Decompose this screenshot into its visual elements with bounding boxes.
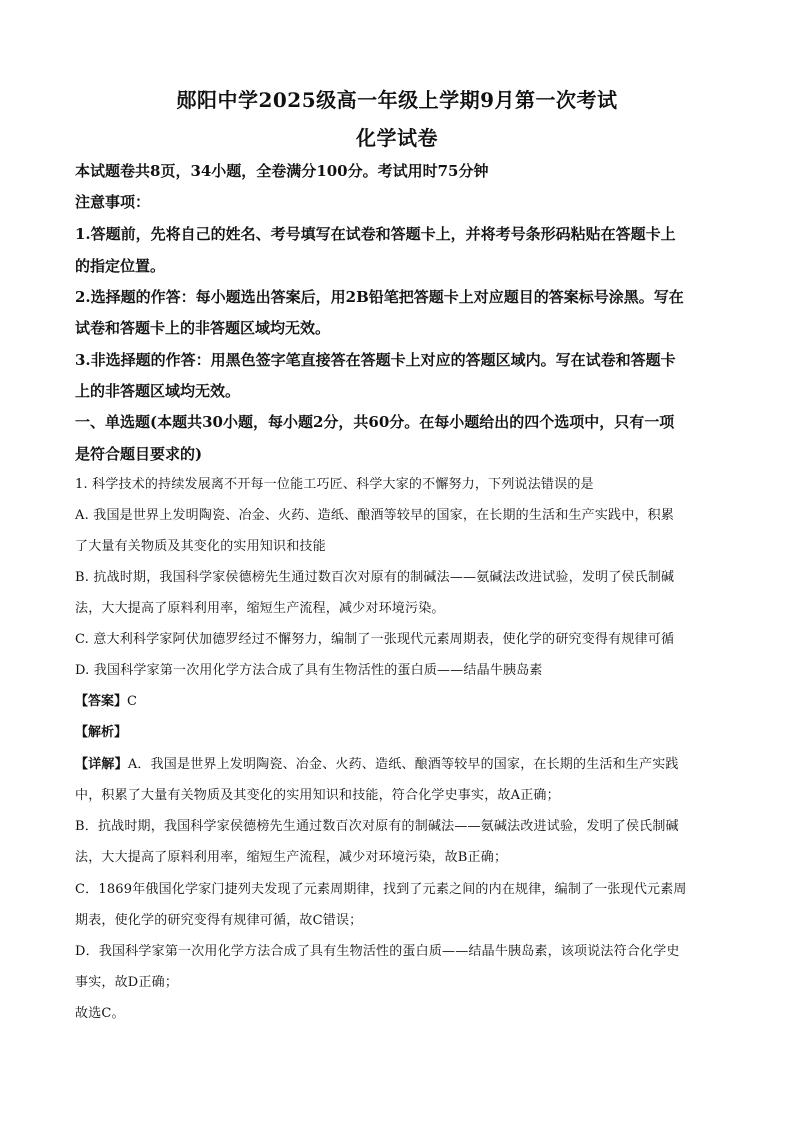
detail-c-line-2: 期表，使化学的研究变得有规律可循，故C错误； <box>75 913 363 928</box>
note-2-line-2: 试卷和答题卡上的非答题区域均无效。 <box>75 319 331 337</box>
notes-heading: 注意事项： <box>75 193 151 211</box>
detail-d-line-2: 事实，故D正确； <box>75 975 179 990</box>
conclusion: 故选C。 <box>75 1006 125 1021</box>
section-heading-line-2: 是符合题目要求的) <box>75 445 203 463</box>
detail-b-line-1: B．抗战时期，我国科学家侯德榜先生通过数百次对原有的制碱法——氨碱法改进试验，发明了侯氏制碱 <box>75 819 679 834</box>
option-c: C. 意大利科学家阿伏加德罗经过不懈努力，编制了一张现代元素周期表，使化学的研究变得有规律可循 <box>75 632 675 647</box>
note-2-line-1: 2.选择题的作答：每小题选出答案后，用2B铅笔把答题卡上对应题目的答案标号涂黑。写在 <box>75 288 684 306</box>
detail-a-line-1 <box>75 755 730 775</box>
note-1-line-2: 的指定位置。 <box>75 257 166 275</box>
answer-value: C <box>127 694 137 709</box>
option-b-line-2: 法，大大提高了原料利用率，缩短生产流程，减少对环境污染。 <box>75 601 445 616</box>
option-a-line-2: 了大量有关物质及其变化的实用知识和技能 <box>75 539 326 554</box>
detail-label: 【详解】 <box>75 757 128 772</box>
analysis-label: 【解析】 <box>75 725 128 740</box>
question-1-stem: 1. 科学技术的持续发展离不开每一位能工巧匠、科学大家的不懈努力，下列说法错误的是 <box>75 477 594 492</box>
answer-row <box>75 692 730 712</box>
exam-subtitle: 化学试卷 <box>356 126 438 150</box>
exam-title: 郧阳中学2025级高一年级上学期9月第一次考试 <box>176 88 618 112</box>
note-3-line-2: 上的非答题区域均无效。 <box>75 382 241 400</box>
option-b-line-1: B. 抗战时期，我国科学家侯德榜先生通过数百次对原有的制碱法——氨碱法改进试验，发明了侯氏制碱 <box>75 570 675 585</box>
section-heading-line-1: 一、单选题(本题共30小题，每小题2分，共60分。在每小题给出的四个选项中，只有一项 <box>75 413 675 431</box>
detail-b-line-2: 法，大大提高了原料利用率，缩短生产流程，减少对环境污染，故B正确； <box>75 850 508 865</box>
detail-a-text: A．我国是世界上发明陶瓷、冶金、火药、造纸、酿酒等较早的国家，在长期的生活和生产实践 <box>127 757 679 772</box>
answer-label: 【答案】 <box>75 694 128 709</box>
option-a-line-1: A. 我国是世界上发明陶瓷、冶金、火药、造纸、酿酒等较早的国家，在长期的生活和生产实践中，积累 <box>75 508 675 523</box>
option-d: D. 我国科学家第一次用化学方法合成了具有生物活性的蛋白质——结晶牛胰岛素 <box>75 663 543 678</box>
exam-info: 本试题卷共8页，34小题，全卷满分100分。考试用时75分钟 <box>75 162 489 180</box>
analysis-row <box>75 723 730 743</box>
note-1-line-1: 1.答题前，先将自己的姓名、考号填写在试卷和答题卡上，并将考号条形码粘贴在答题卡上 <box>75 225 676 243</box>
detail-c-line-1: C．1869年俄国化学家门捷列夫发现了元素周期律，找到了元素之间的内在规律，编制了一张现代元素周 <box>75 882 687 897</box>
detail-a-line-2: 中，积累了大量有关物质及其变化的实用知识和技能，符合化学史事实，故A正确； <box>75 788 560 803</box>
note-3-line-1: 3.非选择题的作答：用黑色签字笔直接答在答题卡上对应的答题区域内。写在试卷和答题卡 <box>75 351 676 369</box>
detail-d-line-1: D．我国科学家第一次用化学方法合成了具有生物活性的蛋白质——结晶牛胰岛素，该项说法符合化学史 <box>75 944 680 959</box>
